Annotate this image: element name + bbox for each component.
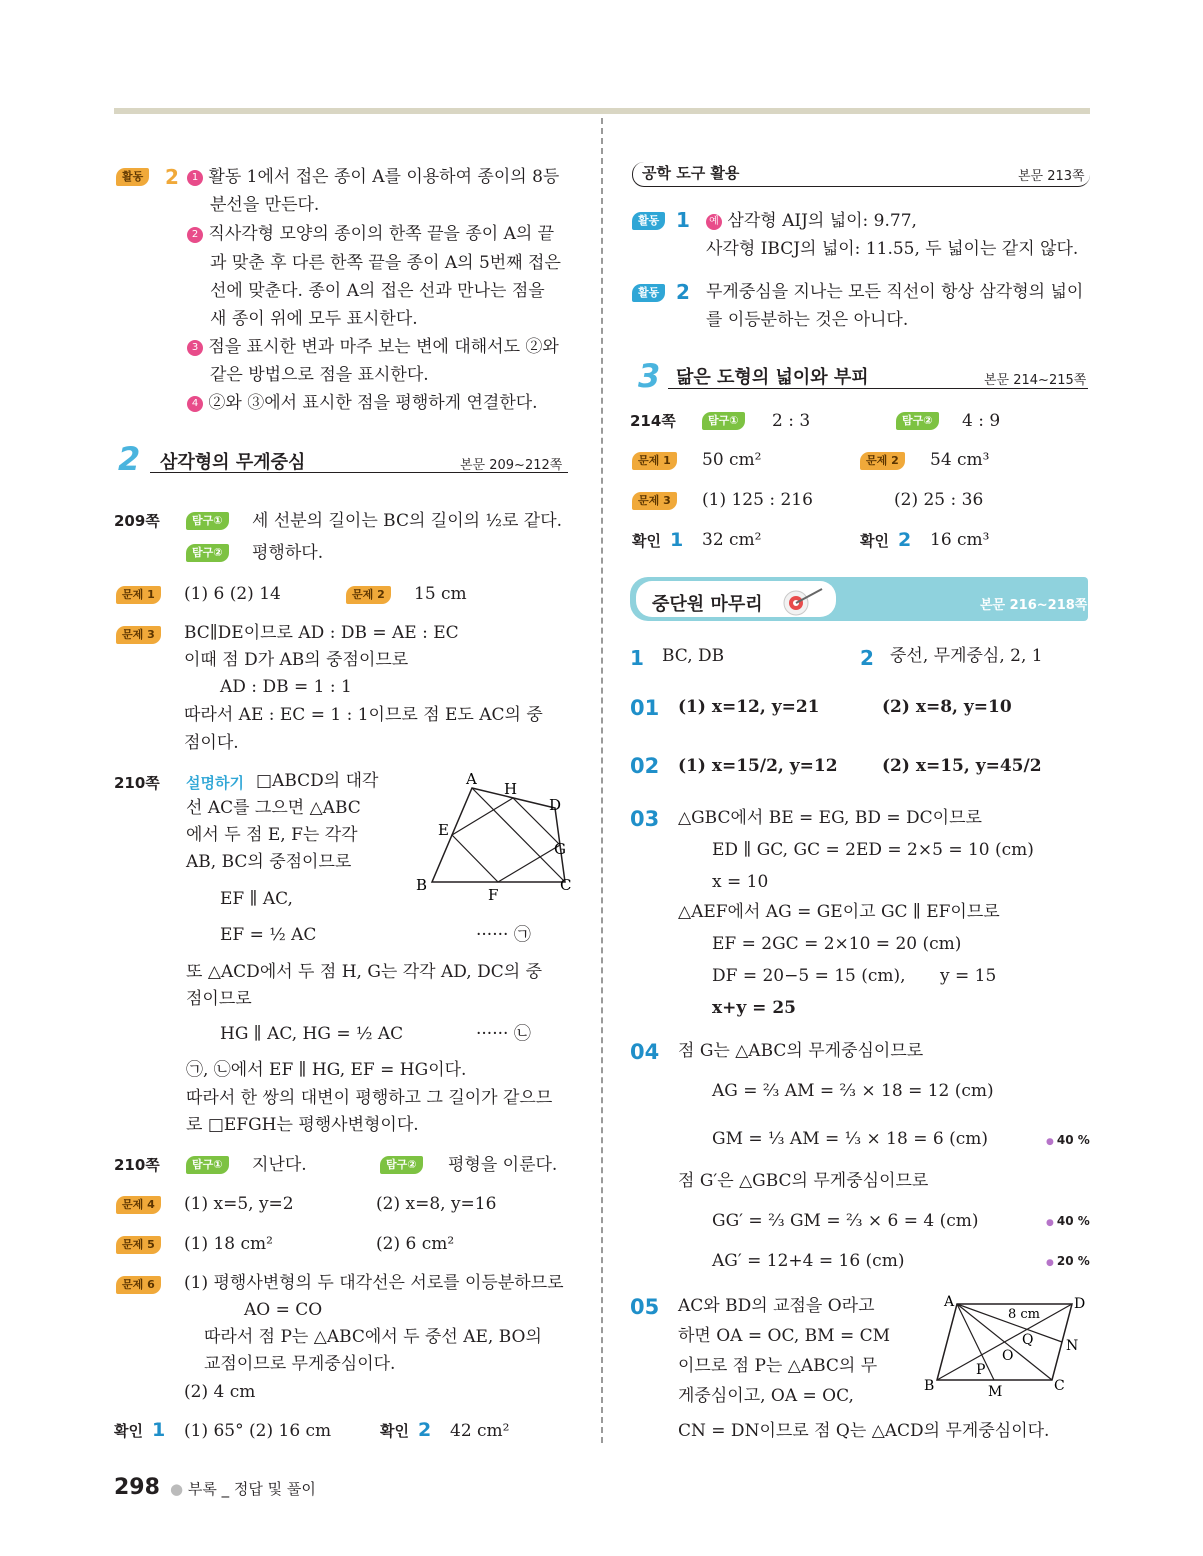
problem-badge: 문제 2 xyxy=(346,586,391,604)
check-number: 2 xyxy=(898,529,912,551)
label-g: G xyxy=(554,840,566,858)
check-label: 확인 xyxy=(632,532,661,550)
review-number: 1 xyxy=(630,646,644,670)
q04-line6: AG′ = 12+4 = 16 (cm) xyxy=(712,1251,905,1271)
p210-line9: HG ∥ AC, HG = ½ AC xyxy=(220,1024,404,1044)
q04-line5: GG′ = ⅔ GM = ⅔ × 6 = 4 (cm) xyxy=(712,1211,979,1231)
step3-icon: 3 xyxy=(187,340,203,356)
step4-icon: 4 xyxy=(187,396,203,412)
p210-line7: 또 △ACD에서 두 점 H, G는 각각 AD, DC의 중 xyxy=(186,962,542,982)
explore-badge: 탐구① xyxy=(702,412,745,430)
act2r-line2: 를 이등분하는 것은 아니다. xyxy=(706,310,909,330)
quadrilateral-figure xyxy=(410,770,580,900)
column-divider xyxy=(601,118,603,1443)
check1-answer: (1) 65° (2) 16 cm xyxy=(184,1421,332,1441)
review-ref: 본문 216~218쪽 xyxy=(980,598,1088,613)
check2-answer: 16 cm³ xyxy=(930,530,990,550)
act1-line1: 예 삼각형 AIJ의 넓이: 9.77, xyxy=(706,208,917,234)
length-label: 8 cm xyxy=(1008,1307,1041,1322)
problem6-line4: 교점이므로 무게중심이다. xyxy=(204,1354,396,1374)
parallelogram-figure xyxy=(922,1290,1092,1402)
label-n: N xyxy=(1066,1338,1079,1354)
problem-badge: 문제 1 xyxy=(116,586,161,604)
q02-b: (2) x=15, y=45/2 xyxy=(882,756,1042,776)
check-label: 확인 xyxy=(860,532,889,550)
problem-badge: 문제 3 xyxy=(632,492,677,510)
label-c: C xyxy=(560,876,572,894)
act2-line3: 2 직사각형 모양의 종이의 한쪽 끝을 종이 A의 끝 xyxy=(187,221,554,247)
problem6-line1: (1) 평행사변형의 두 대각선은 서로를 이등분하므로 xyxy=(184,1273,564,1293)
q04-line2: AG = ⅔ AM = ⅔ × 18 = 12 (cm) xyxy=(712,1081,994,1101)
q01-b: (2) x=8, y=10 xyxy=(882,697,1012,717)
page-label: 210쪽 xyxy=(114,1156,160,1174)
act2r-line1: 무게중심을 지나는 모든 직선이 항상 삼각형의 넓이 xyxy=(706,282,1084,302)
question-number: 02 xyxy=(630,754,660,778)
p210-line11: 따라서 한 쌍의 대변이 평행하고 그 길이가 같으므 xyxy=(186,1088,553,1108)
score-percent: ● 40 % xyxy=(1046,1133,1090,1147)
problem1-answer: 50 cm² xyxy=(702,450,762,470)
explore2-answer: 4 : 9 xyxy=(962,411,1001,431)
problem2-answer: 54 cm³ xyxy=(930,450,990,470)
check-number: 2 xyxy=(418,1419,432,1441)
problem3-b: (2) 25 : 36 xyxy=(894,490,984,510)
q04-line3: GM = ⅓ AM = ⅓ × 18 = 6 (cm) xyxy=(712,1129,988,1149)
problem1-answer: (1) 6 (2) 14 xyxy=(184,584,281,604)
p210-line12: 로 □EFGH는 평행사변형이다. xyxy=(186,1115,419,1135)
label-a: A xyxy=(466,770,477,788)
p210-line4: AB, BC의 중점이므로 xyxy=(186,852,352,872)
q05-line2: 하면 OA = OC, BM = CM xyxy=(678,1326,891,1346)
problem3-line2: 이때 점 D가 AB의 중점이므로 xyxy=(184,650,409,670)
explore2-answer: 평형을 이룬다. xyxy=(448,1155,558,1175)
score-percent: ● 20 % xyxy=(1046,1254,1090,1268)
q03-line7: x+y = 25 xyxy=(712,998,796,1018)
diagonal-bd xyxy=(937,1304,1072,1380)
problem4-a: (1) x=5, y=2 xyxy=(184,1194,294,1214)
problem6-line3: 따라서 점 P는 △ABC에서 두 중선 AE, BO의 xyxy=(204,1327,542,1347)
problem3-line4: 따라서 AE : EC = 1 : 1이므로 점 E도 AC의 중 xyxy=(184,705,543,725)
explore-badge: 탐구① xyxy=(186,1156,229,1174)
q03-line5: EF = 2GC = 2×10 = 20 (cm) xyxy=(712,934,962,954)
p210-line2: 선 AC를 그으면 △ABC xyxy=(186,798,361,818)
label-o: O xyxy=(1002,1348,1014,1364)
act2-line6: 새 종이 위에 모두 표시한다. xyxy=(210,309,418,329)
step1-icon: 1 xyxy=(187,170,203,186)
activity-badge: 활동 xyxy=(632,284,665,302)
q03-line4: △AEF에서 AG = GE이고 GC ∥ EF이므로 xyxy=(678,902,1000,922)
bullet-icon: ● xyxy=(170,1480,184,1498)
label-b: B xyxy=(416,876,428,894)
explore2-answer: 평행하다. xyxy=(252,543,324,563)
check-number: 1 xyxy=(152,1419,166,1441)
q04-line4: 점 G′은 △GBC의 무게중심이므로 xyxy=(678,1171,929,1191)
problem3-a: (1) 125 : 216 xyxy=(702,490,813,510)
p210-marker2: ······ ㉡ xyxy=(476,1024,531,1044)
p210-line3: 에서 두 점 E, F는 각각 xyxy=(186,825,358,845)
problem-badge: 문제 2 xyxy=(860,452,905,470)
q05-line4: 게중심이고, OA = OC, xyxy=(678,1386,854,1406)
p210-line6: EF = ½ AC xyxy=(220,925,317,945)
page-number: 298 xyxy=(114,1475,160,1500)
explore1-answer: 지난다. xyxy=(252,1155,307,1175)
problem-badge: 문제 6 xyxy=(116,1276,161,1294)
p210-line1: □ABCD의 대각 xyxy=(256,771,379,791)
p210-marker1: ······ ㉠ xyxy=(476,925,531,945)
label-c: C xyxy=(1054,1378,1065,1394)
label-a: A xyxy=(944,1294,955,1310)
activity-number: 2 xyxy=(676,280,690,304)
q03-line6b: y = 15 xyxy=(940,966,997,986)
act2-line9: 4 ②와 ③에서 표시한 점을 평행하게 연결한다. xyxy=(187,390,538,416)
explore-badge: 탐구① xyxy=(186,512,229,530)
act1-line2: 사각형 IBCJ의 넓이: 11.55, 두 넓이는 같지 않다. xyxy=(706,239,1079,259)
problem4-b: (2) x=8, y=16 xyxy=(376,1194,497,1214)
explore-badge: 탐구② xyxy=(380,1156,423,1174)
check-label: 확인 xyxy=(114,1422,143,1440)
problem-badge: 문제 4 xyxy=(116,1196,161,1214)
question-number: 03 xyxy=(630,807,660,831)
problem2-answer: 15 cm xyxy=(414,584,467,604)
problem6-line2: AO = CO xyxy=(244,1300,323,1320)
check-number: 1 xyxy=(670,529,684,551)
act2-line2: 분선을 만든다. xyxy=(210,195,320,215)
act2-line8: 같은 방법으로 점을 표시한다. xyxy=(210,365,429,385)
check2-answer: 42 cm² xyxy=(450,1421,510,1441)
problem3-line5: 점이다. xyxy=(184,733,239,753)
label-m: M xyxy=(988,1384,1003,1400)
review-number: 2 xyxy=(860,646,874,670)
p210-line10: ㉠, ㉡에서 EF ∥ HG, EF = HG이다. xyxy=(186,1060,467,1080)
section-title: 닮은 도형의 넓이와 부피 xyxy=(676,367,869,388)
q04-line1: 점 G는 △ABC의 무게중심이므로 xyxy=(678,1041,924,1061)
q03-line2: ED ∥ GC, GC = 2ED = 2×5 = 10 (cm) xyxy=(712,840,1034,860)
problem6-line5: (2) 4 cm xyxy=(184,1382,256,1402)
page-label: 214쪽 xyxy=(630,412,676,430)
q02-a: (1) x=15/2, y=12 xyxy=(678,756,838,776)
section-underline xyxy=(668,388,1088,389)
explain-label: 설명하기 xyxy=(186,774,244,792)
question-number: 04 xyxy=(630,1040,660,1064)
explore-badge: 탐구② xyxy=(896,412,939,430)
problem-badge: 문제 5 xyxy=(116,1236,161,1254)
label-d: D xyxy=(1074,1296,1086,1312)
explore1-answer: 세 선분의 길이는 BC의 길이의 ½로 같다. xyxy=(252,511,563,531)
score-percent: ● 40 % xyxy=(1046,1214,1090,1228)
review-title: 중단원 마무리 xyxy=(652,594,763,615)
q05-line3: 이므로 점 P는 △ABC의 무 xyxy=(678,1356,878,1376)
q05-line1: AC와 BD의 교점을 O라고 xyxy=(678,1296,875,1316)
q03-line1: △GBC에서 BE = EG, BD = DC이므로 xyxy=(678,808,982,828)
step2-icon: 2 xyxy=(187,227,203,243)
act2-line7: 3 점을 표시한 변과 마주 보는 변에 대해서도 ②와 xyxy=(187,334,559,360)
label-b: B xyxy=(924,1378,935,1394)
example-icon: 예 xyxy=(706,214,722,230)
activity-number: 1 xyxy=(676,208,690,232)
label-e: E xyxy=(438,821,449,839)
label-h: H xyxy=(504,780,518,798)
activity-number: 2 xyxy=(165,165,179,189)
act2-line4: 과 맞춘 후 다른 한쪽 끝을 종이 A의 5번째 접은 xyxy=(210,253,561,273)
p210-line8: 점이므로 xyxy=(186,989,252,1009)
review2-answer: 중선, 무게중심, 2, 1 xyxy=(890,646,1043,666)
section-number: 2 xyxy=(118,440,141,478)
explore1-answer: 2 : 3 xyxy=(772,411,811,431)
question-number: 05 xyxy=(630,1295,660,1319)
section-ref: 본문 209~212쪽 xyxy=(460,458,563,473)
activity-badge: 활동 xyxy=(632,212,665,230)
problem5-b: (2) 6 cm² xyxy=(376,1234,455,1254)
q01-a: (1) x=12, y=21 xyxy=(678,697,820,717)
check1-answer: 32 cm² xyxy=(702,530,762,550)
section-title: 삼각형의 무게중심 xyxy=(160,452,306,473)
q03-line3: x = 10 xyxy=(712,872,769,892)
problem-badge: 문제 3 xyxy=(116,626,161,644)
section-underline xyxy=(150,472,568,473)
top-rule xyxy=(114,108,1090,114)
label-p: P xyxy=(976,1362,986,1378)
q03-line6: DF = 20−5 = 15 (cm), xyxy=(712,966,906,986)
tool-ref: 본문 213쪽 xyxy=(1018,169,1085,184)
activity-badge: 활동 xyxy=(116,168,149,186)
explore-badge: 탐구② xyxy=(186,544,229,562)
problem-badge: 문제 1 xyxy=(632,452,677,470)
act2-line1: 1 활동 1에서 접은 종이 A를 이용하여 종이의 8등 xyxy=(187,164,559,190)
problem3-line3: AD : DB = 1 : 1 xyxy=(220,677,352,697)
tool-title: 공학 도구 활용 xyxy=(642,164,740,182)
q05-line5: CN = DN이므로 점 Q는 △ACD의 무게중심이다. xyxy=(678,1421,1050,1441)
problem5-a: (1) 18 cm² xyxy=(184,1234,273,1254)
section-number: 3 xyxy=(638,357,661,395)
label-d: D xyxy=(549,796,562,814)
efgh-outline xyxy=(452,798,560,882)
p210-line5: EF ∥ AC, xyxy=(220,889,293,909)
page-label: 210쪽 xyxy=(114,774,160,792)
act2-line5: 선에 맞춘다. 종이 A의 접은 선과 만나는 점을 xyxy=(210,281,545,301)
footer-text: ● 부록 _ 정답 및 풀이 xyxy=(170,1480,316,1498)
check-label: 확인 xyxy=(380,1422,409,1440)
problem3-line1: BC∥DE이므로 AD : DB = AE : EC xyxy=(184,623,459,643)
question-number: 01 xyxy=(630,696,660,720)
label-f: F xyxy=(488,886,499,900)
review1-answer: BC, DB xyxy=(662,646,725,666)
label-q: Q xyxy=(1022,1332,1034,1348)
target-icon xyxy=(778,583,828,617)
section-ref: 본문 214~215쪽 xyxy=(984,373,1087,388)
page-label: 209쪽 xyxy=(114,512,160,530)
